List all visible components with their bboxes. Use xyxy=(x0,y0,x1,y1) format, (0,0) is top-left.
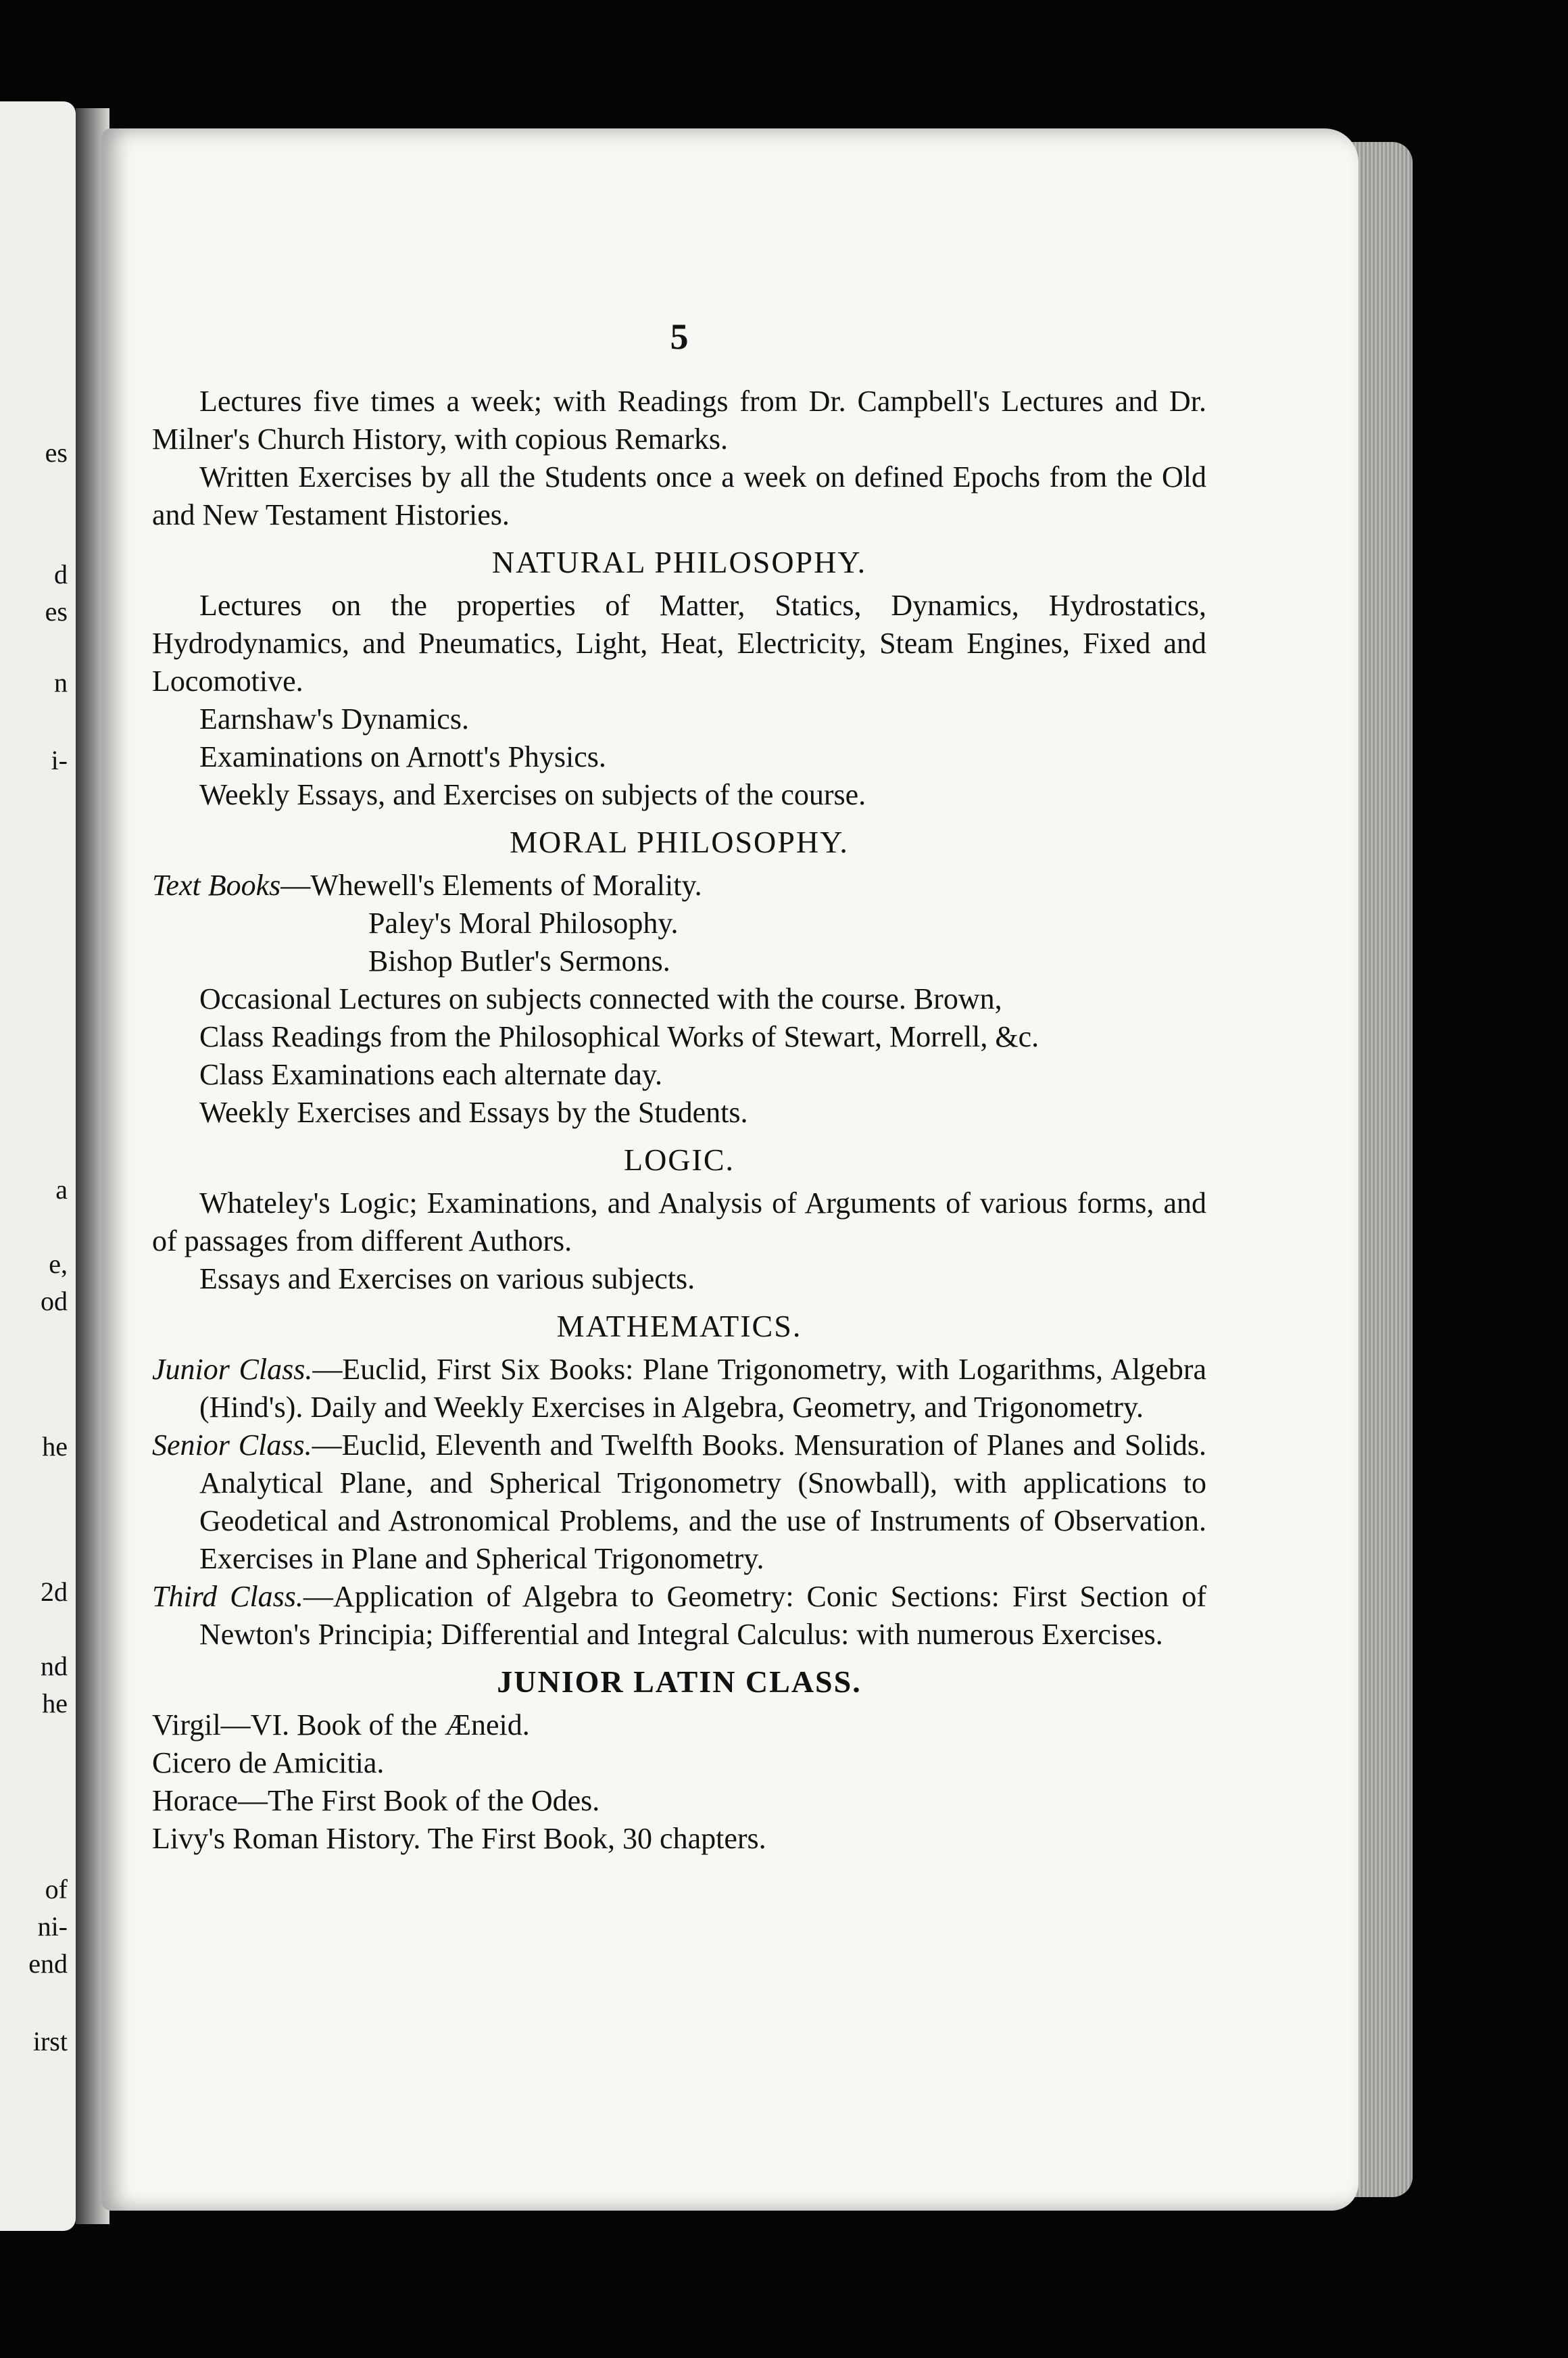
margin-fragment: n xyxy=(54,667,68,698)
section-heading-moral-philosophy: MORAL PHILOSOPHY. xyxy=(510,825,849,859)
intro-paragraph: Written Exercises by all the Students once a week on defined Epochs from the Old and New Testament Histories. xyxy=(152,460,1206,531)
list-item: Weekly Essays, and Exercises on subjects of the course. xyxy=(199,778,866,811)
margin-fragment: of xyxy=(45,1874,68,1904)
margin-fragment: end xyxy=(28,1948,68,1979)
list-item: Horace—The First Book of the Odes. xyxy=(152,1784,600,1817)
paragraph: Whateley's Logic; Examinations, and Analysis of Arguments of various forms, and of passages from different Authors. xyxy=(152,1186,1206,1257)
margin-fragment: a xyxy=(55,1174,68,1205)
intro-paragraph: Lectures five times a week; with Readings from Dr. Campbell's Lectures and Dr. Milner's Church History, with copious Remarks. xyxy=(152,385,1206,456)
margin-fragment: nd xyxy=(41,1651,68,1681)
class-label: Third Class. xyxy=(152,1580,303,1613)
margin-fragment: 2d xyxy=(41,1577,68,1607)
margin-fragment: e, xyxy=(49,1249,68,1279)
list-item: Examinations on Arnott's Physics. xyxy=(199,740,606,773)
list-item: Livy's Roman History. The First Book, 30 chapters. xyxy=(152,1822,766,1855)
class-entry xyxy=(152,1426,1206,1578)
section-heading-logic: LOGIC. xyxy=(623,1142,735,1177)
text-book: Paley's Moral Philosophy. xyxy=(368,907,679,940)
class-label: Senior Class. xyxy=(152,1428,312,1462)
page-number: 5 xyxy=(670,316,689,357)
margin-fragment: ni- xyxy=(37,1911,68,1942)
section-heading-junior-latin: JUNIOR LATIN CLASS. xyxy=(497,1664,862,1699)
list-item: Class Examinations each alternate day. xyxy=(199,1058,663,1091)
class-description: —Euclid, Eleventh and Twelfth Books. Mensuration of Planes and Solids. Analytical Plane, and Spherical Trigonometry (Snowball), with applications to Geodetical and Astronomical Problems, and the use of Instruments of Observation. Exercises in Plane and Spherical Trigonometry. xyxy=(199,1428,1206,1575)
margin-fragment: irst xyxy=(32,2026,68,2056)
margin-fragment: he xyxy=(42,1688,68,1718)
section-heading-mathematics: MATHEMATICS. xyxy=(556,1309,802,1343)
text-books-line xyxy=(152,867,1206,905)
text-book: Bishop Butler's Sermons. xyxy=(368,944,670,978)
list-item: Weekly Exercises and Essays by the Students. xyxy=(199,1096,748,1129)
margin-fragment: od xyxy=(41,1286,68,1316)
margin-fragment: i- xyxy=(51,745,68,775)
class-description: —Application of Algebra to Geometry: Conic Sections: First Section of Newton's Principia; Differential and Integral Calculus: with numerous Exercises. xyxy=(199,1580,1206,1651)
class-entry xyxy=(152,1351,1206,1426)
class-entry xyxy=(152,1578,1206,1654)
margin-fragment: he xyxy=(42,1431,68,1462)
page-text xyxy=(152,318,1206,1858)
section-heading-natural-philosophy: NATURAL PHILOSOPHY. xyxy=(491,545,867,579)
margin-fragment: es xyxy=(45,437,68,468)
margin-fragment: es xyxy=(45,596,68,627)
paragraph: Lectures on the properties of Matter, Statics, Dynamics, Hydrostatics, Hydrodynamics, and Pneumatics, Light, Heat, Electricity, Steam Engines, Fixed and Locomotive. xyxy=(152,589,1206,698)
page-edges xyxy=(1352,142,1413,2197)
list-item: Virgil—VI. Book of the Æneid. xyxy=(152,1708,530,1741)
list-item: Occasional Lectures on subjects connected with the course. Brown, xyxy=(199,982,1002,1015)
margin-fragment: d xyxy=(54,559,68,590)
list-item: Earnshaw's Dynamics. xyxy=(199,702,469,736)
class-description: —Euclid, First Six Books: Plane Trigonometry, with Logarithms, Algebra (Hind's). Daily and Weekly Exercises in Algebra, Geometry, and Trigonometry. xyxy=(199,1353,1206,1424)
text-books-label: Text Books xyxy=(152,869,281,902)
text-book: —Whewell's Elements of Morality. xyxy=(280,869,702,902)
class-label: Junior Class. xyxy=(152,1353,313,1386)
list-item: Cicero de Amicitia. xyxy=(152,1746,385,1779)
paragraph: Class Readings from the Philosophical Works of Stewart, Morrell, &c. xyxy=(199,1020,1039,1053)
list-item: Essays and Exercises on various subjects. xyxy=(199,1262,695,1295)
